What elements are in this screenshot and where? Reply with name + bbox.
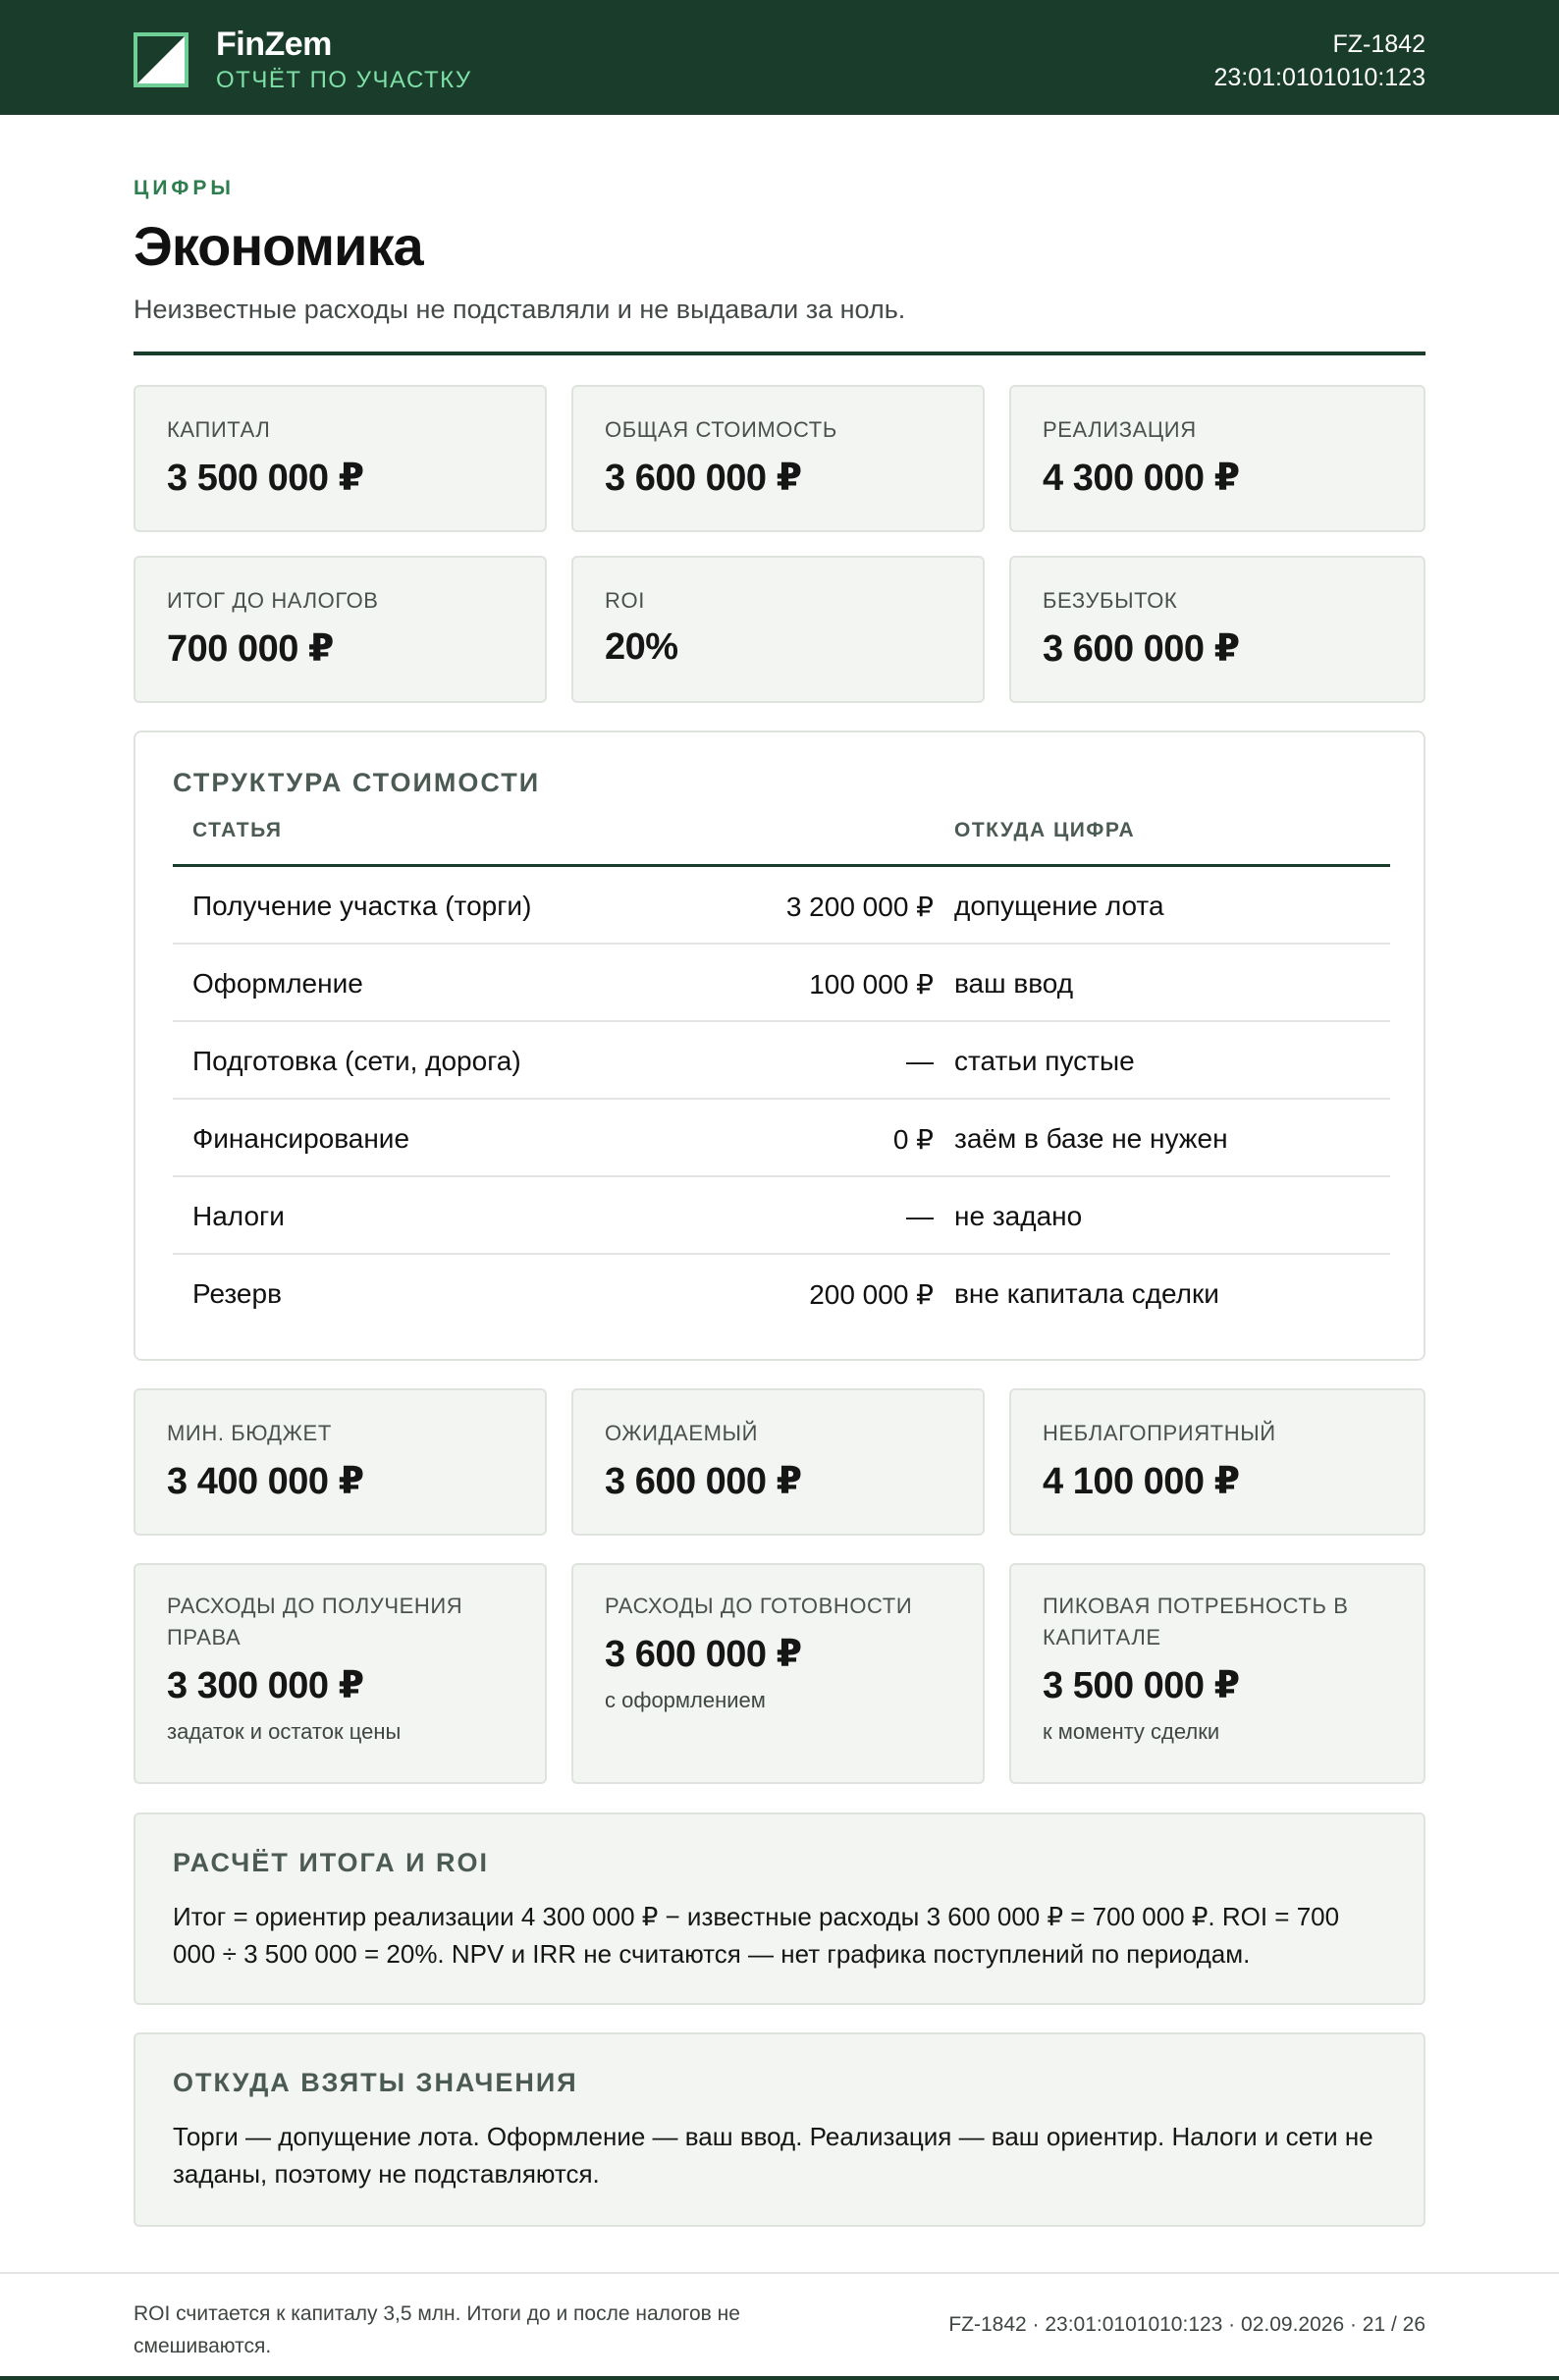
metric-label: РАСХОДЫ ДО ПОЛУЧЕНИЯ ПРАВА [167,1594,463,1650]
table-row [173,1022,1390,1100]
budget-card-expected [571,1388,985,1536]
metric-value: 4 300 000 ₽ [1043,458,1240,499]
metric-card-breakeven [1009,556,1425,703]
cost-structure-title: СТРУКТУРА СТОИМОСТИ [173,768,541,797]
cost-amount: 0 ₽ [892,1124,934,1155]
stage-card-peak-capital [1009,1563,1425,1784]
metric-value: 3 400 000 ₽ [167,1461,364,1502]
table-row [173,1255,1390,1332]
budget-card-adverse [1009,1388,1425,1536]
calc-text: Итог = ориентир реализации 4 300 000 ₽ − известные расходы 3 600 000 ₽ = 700 000 ₽. ROI = 700 000 ÷ 3 500 000 = 20%. NPV и IRR не считаются — нет графика поступлений по периодам. [173,1902,1340,1969]
metric-label: ПИКОВАЯ ПОТРЕБНОСТЬ В КАПИТАЛЕ [1043,1594,1349,1650]
footer-note: ROI считается к капиталу 3,5 млн. Итоги до и после налогов не смешиваются. [134,2302,740,2357]
metric-value: 3 600 000 ₽ [605,1634,802,1675]
metric-card-roi [571,556,985,703]
table-row [173,1100,1390,1177]
table-row [173,1177,1390,1255]
metric-card-sale [1009,385,1425,532]
stage-card-before-right [134,1563,547,1784]
calc-title: РАСЧЁТ ИТОГА И ROI [173,1848,490,1877]
cost-item: Оформление [192,968,363,999]
section-kicker: ЦИФРЫ [134,177,235,199]
metric-value: 3 500 000 ₽ [167,458,364,499]
cost-source: ваш ввод [954,968,1074,999]
metric-note: к моменту сделки [1043,1719,1220,1744]
cost-source: заём в базе не нужен [954,1123,1228,1154]
cost-amount: 3 200 000 ₽ [785,892,934,922]
report-type: ОТЧЁТ ПО УЧАСТКУ [216,67,472,93]
metric-card-capital [134,385,547,532]
cost-item: Резерв [192,1278,282,1309]
footer-meta: FZ-1842 · 23:01:0101010:123 · 02.09.2026 · 21 / 26 [948,2313,1425,2336]
metric-card-pretax-result [134,556,547,703]
metric-label: РЕАЛИЗАЦИЯ [1043,417,1197,442]
metric-value: 3 600 000 ₽ [605,458,802,499]
metric-value: 700 000 ₽ [167,628,334,670]
table-row [173,945,1390,1022]
stage-card-before-ready [571,1563,985,1784]
cost-amount: — [906,1201,934,1231]
metric-label: БЕЗУБЫТОК [1043,588,1178,613]
cadastral-number: 23:01:0101010:123 [1213,64,1425,91]
cost-amount: 200 000 ₽ [809,1279,934,1310]
cost-amount: 100 000 ₽ [809,969,934,1000]
metric-label: МИН. БЮДЖЕТ [167,1421,332,1445]
finzem-logo-icon [134,32,188,87]
metric-label: ROI [605,588,645,613]
cost-structure-panel [134,730,1425,1361]
page-footer [0,2272,1559,2380]
report-meta [1214,27,1426,94]
sources-text: Торги — допущение лота. Оформление — ваш ввод. Реализация — ваш ориентир. Налоги и сети не заданы, поэтому не подставляются. [173,2122,1373,2189]
cost-item: Получение участка (торги) [192,891,532,921]
cost-item: Подготовка (сети, дорога) [192,1046,521,1076]
cost-item: Финансирование [192,1123,410,1154]
cost-amount: — [906,1046,934,1076]
report-header [0,0,1559,115]
metric-label: КАПИТАЛ [167,417,271,442]
metric-label: ОБЩАЯ СТОИМОСТЬ [605,417,837,442]
section-divider [134,352,1425,355]
table-row [173,867,1390,945]
metric-card-total-cost [571,385,985,532]
cost-item: Налоги [192,1201,285,1231]
metric-value: 3 600 000 ₽ [1043,628,1240,670]
metric-note: задаток и остаток цены [167,1719,402,1744]
budget-card-min [134,1388,547,1536]
calc-box [134,1812,1425,2005]
cost-source: не задано [954,1201,1083,1231]
brand-name: FinZem [216,26,332,63]
sources-box [134,2032,1425,2227]
cost-source: допущение лота [954,891,1164,921]
metric-note: с оформлением [605,1688,766,1712]
sources-title: ОТКУДА ВЗЯТЫ ЗНАЧЕНИЯ [173,2068,578,2097]
metric-label: РАСХОДЫ ДО ГОТОВНОСТИ [605,1594,913,1618]
section-lead: Неизвестные расходы не подставляли и не выдавали за ноль. [134,295,906,324]
footer-bar [0,2376,1559,2380]
metric-label: НЕБЛАГОПРИЯТНЫЙ [1043,1421,1276,1445]
page-title: Экономика [134,215,423,277]
column-header-source: ОТКУДА ЦИФРА [954,819,1136,841]
metric-value: 3 600 000 ₽ [605,1461,802,1502]
metric-label: ОЖИДАЕМЫЙ [605,1421,759,1445]
metric-value: 3 500 000 ₽ [1043,1665,1240,1706]
metric-value: 20% [605,626,678,668]
metric-value: 4 100 000 ₽ [1043,1461,1240,1502]
cost-source: вне капитала сделки [954,1278,1219,1309]
cost-source: статьи пустые [954,1046,1135,1076]
report-code: FZ-1842 [1332,30,1425,58]
metric-value: 3 300 000 ₽ [167,1665,364,1706]
metric-label: ИТОГ ДО НАЛОГОВ [167,588,379,613]
column-header-item: СТАТЬЯ [192,819,283,841]
